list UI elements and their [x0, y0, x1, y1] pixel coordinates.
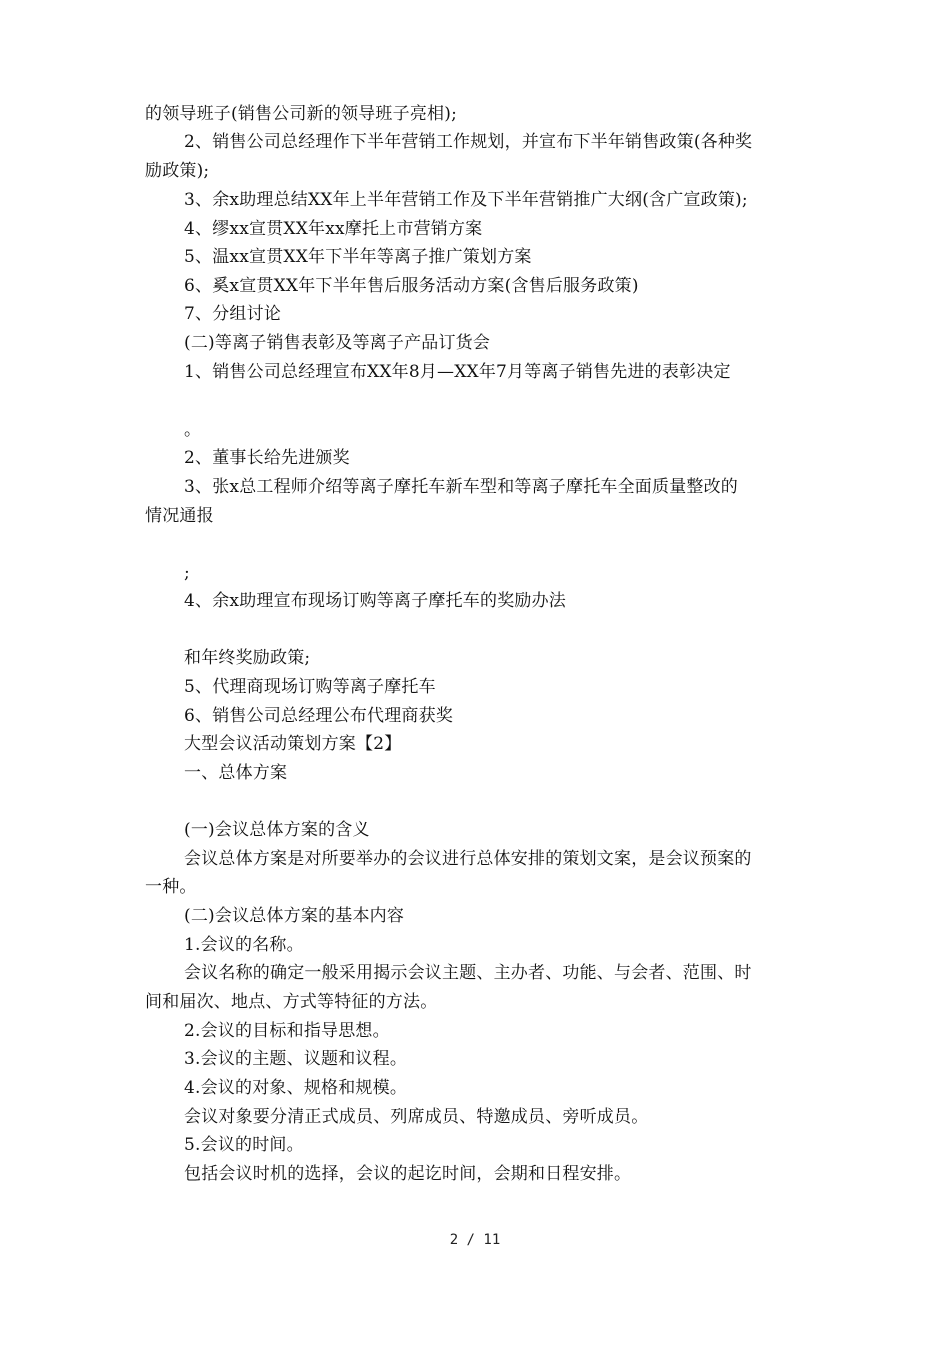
text-line: 情况通报 — [145, 506, 214, 526]
page-number: 2 / 11 — [449, 1232, 501, 1248]
text-line: 3、张x总工程师介绍等离子摩托车新车型和等离子摩托车全面质量整改的 — [184, 477, 739, 497]
text-line: 5、代理商现场订购等离子摩托车 — [184, 677, 436, 697]
text-line: 间和届次、地点、方式等特征的方法。 — [145, 992, 438, 1012]
text-line: ; — [184, 563, 190, 583]
text-line: 4、余x助理宣布现场订购等离子摩托车的奖励办法 — [184, 591, 567, 611]
section-heading: 一、总体方案 — [184, 763, 288, 783]
text-line: 。 — [184, 420, 202, 440]
text-line: 1.会议的名称。 — [184, 935, 304, 955]
text-line: 3、余x助理总结XX年上半年营销工作及下半年营销推广大纲(含广宣政策); — [184, 190, 748, 210]
text-line: 2、销售公司总经理作下半年营销工作规划，并宣布下半年销售政策(各种奖 — [184, 132, 753, 152]
text-line: 2.会议的目标和指导思想。 — [184, 1021, 390, 1041]
text-line: 5.会议的时间。 — [184, 1135, 304, 1155]
text-line: 5、温xx宣贯XX年下半年等离子推广策划方案 — [184, 247, 532, 267]
text-line: 6、奚x宣贯XX年下半年售后服务活动方案(含售后服务政策) — [184, 276, 639, 296]
section-heading: (二)等离子销售表彰及等离子产品订货会 — [184, 333, 491, 353]
text-line: 3.会议的主题、议题和议程。 — [184, 1049, 408, 1069]
text-line: 励政策); — [145, 161, 210, 181]
text-line: 7、分组讨论 — [184, 304, 282, 324]
section-heading: (一)会议总体方案的含义 — [184, 820, 370, 840]
section-heading: (二)会议总体方案的基本内容 — [184, 906, 405, 926]
text-line: 的领导班子(销售公司新的领导班子亮相); — [145, 104, 457, 124]
text-line: 会议总体方案是对所要举办的会议进行总体安排的策划文案，是会议预案的 — [184, 849, 752, 869]
text-line: 1、销售公司总经理宣布XX年8月—XX年7月等离子销售先进的表彰决定 — [184, 362, 731, 382]
text-line: 4、缪xx宣贯XX年xx摩托上市营销方案 — [184, 219, 483, 239]
text-line: 2、董事长给先进颁奖 — [184, 448, 350, 468]
text-line: 4.会议的对象、规格和规模。 — [184, 1078, 408, 1098]
text-line: 会议名称的确定一般采用揭示会议主题、主办者、功能、与会者、范围、时 — [184, 963, 752, 983]
text-line: 和年终奖励政策; — [184, 648, 311, 668]
text-line: 包括会议时机的选择，会议的起讫时间，会期和日程安排。 — [184, 1164, 632, 1184]
text-line: 一种。 — [145, 877, 197, 897]
section-title: 大型会议活动策划方案【2】 — [184, 734, 402, 754]
text-line: 会议对象要分清正式成员、列席成员、特邀成员、旁听成员。 — [184, 1107, 649, 1127]
text-line: 6、销售公司总经理公布代理商获奖 — [184, 706, 454, 726]
